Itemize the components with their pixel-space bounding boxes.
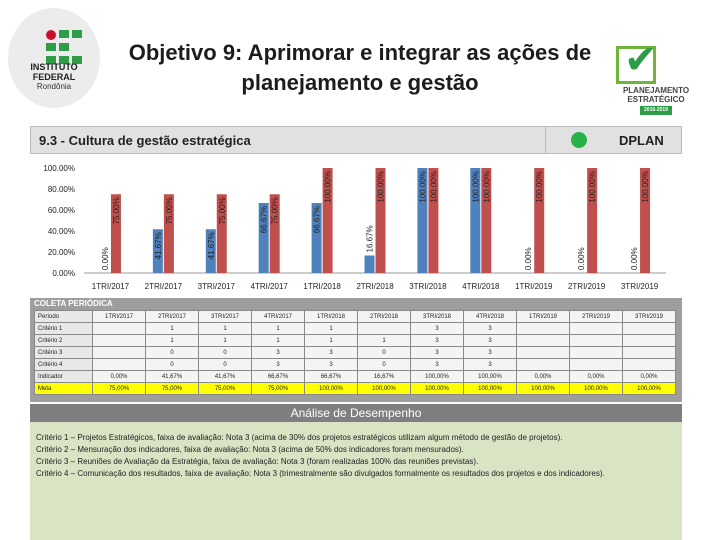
y-tick-label: 60.00% bbox=[47, 206, 75, 215]
table-cell bbox=[570, 347, 623, 359]
data-label: 100.00% bbox=[588, 171, 598, 203]
table-cell: 1 bbox=[146, 323, 199, 335]
data-label: 75.00% bbox=[164, 197, 174, 225]
analysis-line: Critério 4 – Comunicação dos resultados, faixa de avaliação: Nota 3 (trimestralmente são divulgados formalmente os resultados dos projetos e dos indicadores). bbox=[36, 469, 605, 478]
table-cell: 0 bbox=[199, 347, 252, 359]
table-cell: 100,00% bbox=[570, 383, 623, 395]
planejamento-estrategico-logo bbox=[606, 40, 712, 114]
table-cell: 100,00% bbox=[411, 371, 464, 383]
table-cell: 3 bbox=[305, 359, 358, 371]
y-tick-label: 0.00% bbox=[52, 269, 75, 278]
table-cell bbox=[93, 323, 146, 335]
table-cell bbox=[93, 359, 146, 371]
row-label: Critério 1 bbox=[35, 323, 93, 335]
row-label: Meta bbox=[35, 383, 93, 395]
row-label: Período bbox=[35, 311, 93, 323]
table-cell: 16,67% bbox=[358, 371, 411, 383]
table-cell bbox=[570, 359, 623, 371]
logo-grid-icon bbox=[46, 30, 84, 66]
logo-line-1: INSTITUTO bbox=[30, 62, 78, 72]
x-tick-label: 1TRI/2017 bbox=[91, 282, 130, 291]
analysis-line: Critério 1 – Projetos Estratégicos, faixa de avaliação: Nota 3 (acima de 30% dos projetos estratégicos utilizam algum método de gestão de projetos). bbox=[36, 433, 563, 442]
row-label: Critério 3 bbox=[35, 347, 93, 359]
table-cell bbox=[623, 323, 676, 335]
table-cell: 2TRI/2019 bbox=[570, 311, 623, 323]
status-indicator-icon bbox=[571, 132, 587, 148]
table-cell: 3 bbox=[464, 335, 517, 347]
table-cell: 1 bbox=[252, 323, 305, 335]
table-cell: 3TRI/2018 bbox=[411, 311, 464, 323]
x-tick-label: 2TRI/2017 bbox=[144, 282, 183, 291]
table-cell bbox=[517, 347, 570, 359]
x-tick-label: 2TRI/2019 bbox=[567, 282, 606, 291]
data-label: 0.00% bbox=[100, 247, 110, 270]
table-title: COLETA PERIÓDICA bbox=[34, 299, 113, 308]
table-cell: 0 bbox=[146, 347, 199, 359]
table-cell: 41,67% bbox=[199, 371, 252, 383]
table-cell: 3 bbox=[252, 359, 305, 371]
x-tick-label: 1TRI/2019 bbox=[515, 282, 553, 291]
table-cell: 0 bbox=[358, 359, 411, 371]
table-cell: 0 bbox=[199, 359, 252, 371]
table-cell: 3 bbox=[464, 347, 517, 359]
data-label: 100.00% bbox=[535, 171, 545, 203]
table-cell: 100,00% bbox=[623, 383, 676, 395]
table-cell: 75,00% bbox=[252, 383, 305, 395]
table-cell: 3 bbox=[305, 347, 358, 359]
row-label: Indicador bbox=[35, 371, 93, 383]
data-table-panel bbox=[30, 298, 682, 402]
table-cell: 3 bbox=[411, 335, 464, 347]
table-cell: 75,00% bbox=[93, 383, 146, 395]
table-cell: 0,00% bbox=[570, 371, 623, 383]
table-cell: 100,00% bbox=[464, 371, 517, 383]
data-label: 16.67% bbox=[365, 225, 375, 253]
instituto-federal-logo bbox=[8, 8, 100, 108]
table-cell bbox=[623, 359, 676, 371]
row-label: Critério 2 bbox=[35, 335, 93, 347]
section-unit: DPLAN bbox=[619, 133, 664, 148]
data-label: 75.00% bbox=[217, 197, 227, 225]
x-tick-label: 3TRI/2017 bbox=[197, 282, 235, 291]
table-cell bbox=[623, 347, 676, 359]
logo-right-badge: 2016-2019 bbox=[640, 106, 672, 115]
table-cell: 0,00% bbox=[517, 371, 570, 383]
table-cell: 1 bbox=[358, 335, 411, 347]
logo-line-3: Rondônia bbox=[36, 82, 72, 91]
data-label: 100.00% bbox=[429, 171, 439, 203]
table-row bbox=[35, 383, 676, 395]
table-row bbox=[35, 335, 676, 347]
table-cell: 1 bbox=[305, 335, 358, 347]
table-cell: 66,67% bbox=[252, 371, 305, 383]
table-cell: 75,00% bbox=[199, 383, 252, 395]
table-cell: 0,00% bbox=[93, 371, 146, 383]
bar bbox=[365, 255, 375, 273]
table-cell: 0 bbox=[146, 359, 199, 371]
analysis-line: Critério 3 – Reuniões de Avaliação da Estratégia, faixa de avaliação: Nota 3 (foram realizadas 100% das reuniões previstas). bbox=[36, 457, 479, 466]
row-label: Critério 4 bbox=[35, 359, 93, 371]
x-tick-label: 1TRI/2018 bbox=[303, 282, 341, 291]
table-cell: 3 bbox=[411, 347, 464, 359]
data-label: 100.00% bbox=[376, 171, 386, 203]
logo-line-2: FEDERAL bbox=[32, 72, 76, 82]
data-label: 100.00% bbox=[641, 171, 651, 203]
y-tick-label: 80.00% bbox=[47, 185, 75, 194]
table-cell: 0,00% bbox=[623, 371, 676, 383]
table-cell bbox=[93, 347, 146, 359]
table-cell: 3 bbox=[252, 347, 305, 359]
table-cell: 0 bbox=[358, 347, 411, 359]
logo-right-line-1: PLANEJAMENTO bbox=[622, 86, 690, 95]
section-header bbox=[30, 126, 682, 154]
section-title: 9.3 - Cultura de gestão estratégica bbox=[39, 133, 251, 148]
table-cell: 1 bbox=[305, 323, 358, 335]
table-cell: 1TRI/2017 bbox=[93, 311, 146, 323]
table-row bbox=[35, 371, 676, 383]
table-cell: 2TRI/2018 bbox=[358, 311, 411, 323]
analysis-body bbox=[30, 422, 682, 540]
table-row bbox=[35, 359, 676, 371]
table-cell bbox=[623, 335, 676, 347]
data-label: 100.00% bbox=[418, 171, 428, 203]
table-cell: 3 bbox=[411, 359, 464, 371]
table-cell: 3 bbox=[464, 323, 517, 335]
logo-right-line-2: ESTRATÉGICO bbox=[627, 95, 685, 104]
table-cell: 100,00% bbox=[305, 383, 358, 395]
table-cell bbox=[517, 359, 570, 371]
table-cell: 4TRI/2017 bbox=[252, 311, 305, 323]
data-label: 75.00% bbox=[111, 197, 121, 225]
logo-left-text bbox=[8, 62, 100, 92]
y-tick-label: 100.00% bbox=[43, 164, 75, 173]
table-cell: 4TRI/2018 bbox=[464, 311, 517, 323]
bar-chart bbox=[0, 160, 720, 298]
table-row bbox=[35, 323, 676, 335]
data-label: 100.00% bbox=[482, 171, 492, 203]
table-cell: 66,67% bbox=[305, 371, 358, 383]
table-cell bbox=[358, 323, 411, 335]
analysis-title: Análise de Desempenho bbox=[30, 404, 682, 422]
table-cell bbox=[517, 323, 570, 335]
header-divider bbox=[545, 127, 546, 153]
table-cell: 3TRI/2019 bbox=[623, 311, 676, 323]
x-tick-label: 2TRI/2018 bbox=[356, 282, 394, 291]
table-cell: 75,00% bbox=[146, 383, 199, 395]
analysis-line: Critério 2 – Mensuração dos indicadores, faixa de avaliação: Nota 3 (acima de 50% dos indicadores foram mensurados). bbox=[36, 445, 464, 454]
table-cell: 3 bbox=[464, 359, 517, 371]
x-tick-label: 3TRI/2018 bbox=[409, 282, 447, 291]
table-cell: 1 bbox=[146, 335, 199, 347]
table-cell: 41,67% bbox=[146, 371, 199, 383]
y-tick-label: 20.00% bbox=[47, 248, 75, 257]
table-cell: 2TRI/2017 bbox=[146, 311, 199, 323]
x-tick-label: 4TRI/2017 bbox=[250, 282, 288, 291]
table-cell: 100,00% bbox=[517, 383, 570, 395]
table-cell: 3 bbox=[411, 323, 464, 335]
data-label: 100.00% bbox=[471, 171, 481, 203]
x-tick-label: 4TRI/2018 bbox=[462, 282, 500, 291]
table-cell: 3TRI/2017 bbox=[199, 311, 252, 323]
table-row bbox=[35, 311, 676, 323]
data-label: 66.67% bbox=[312, 205, 322, 234]
table-row bbox=[35, 347, 676, 359]
table-cell: 1 bbox=[199, 335, 252, 347]
table-cell: 1 bbox=[252, 335, 305, 347]
table-cell bbox=[517, 335, 570, 347]
data-label: 41.67% bbox=[153, 232, 163, 260]
table-cell bbox=[570, 323, 623, 335]
table-cell: 100,00% bbox=[358, 383, 411, 395]
table-cell: 1TRI/2019 bbox=[517, 311, 570, 323]
x-tick-label: 3TRI/2019 bbox=[620, 282, 659, 291]
data-label: 41.67% bbox=[206, 232, 216, 260]
table-cell: 1TRI/2018 bbox=[305, 311, 358, 323]
data-label: 0.00% bbox=[630, 247, 640, 270]
checkmark-icon: ✔ bbox=[624, 38, 658, 82]
data-label: 0.00% bbox=[524, 247, 534, 270]
table-cell bbox=[570, 335, 623, 347]
table-cell: 1 bbox=[199, 323, 252, 335]
y-tick-label: 40.00% bbox=[47, 227, 75, 236]
table-cell: 100,00% bbox=[464, 383, 517, 395]
page-title: Objetivo 9: Aprimorar e integrar as ações de planejamento e gestão bbox=[128, 40, 592, 95]
table-cell bbox=[93, 335, 146, 347]
data-label: 75.00% bbox=[270, 197, 280, 225]
data-label: 0.00% bbox=[577, 247, 587, 270]
data-table bbox=[34, 310, 676, 395]
data-label: 66.67% bbox=[259, 205, 269, 234]
data-label: 100.00% bbox=[323, 171, 333, 203]
table-cell: 100,00% bbox=[411, 383, 464, 395]
